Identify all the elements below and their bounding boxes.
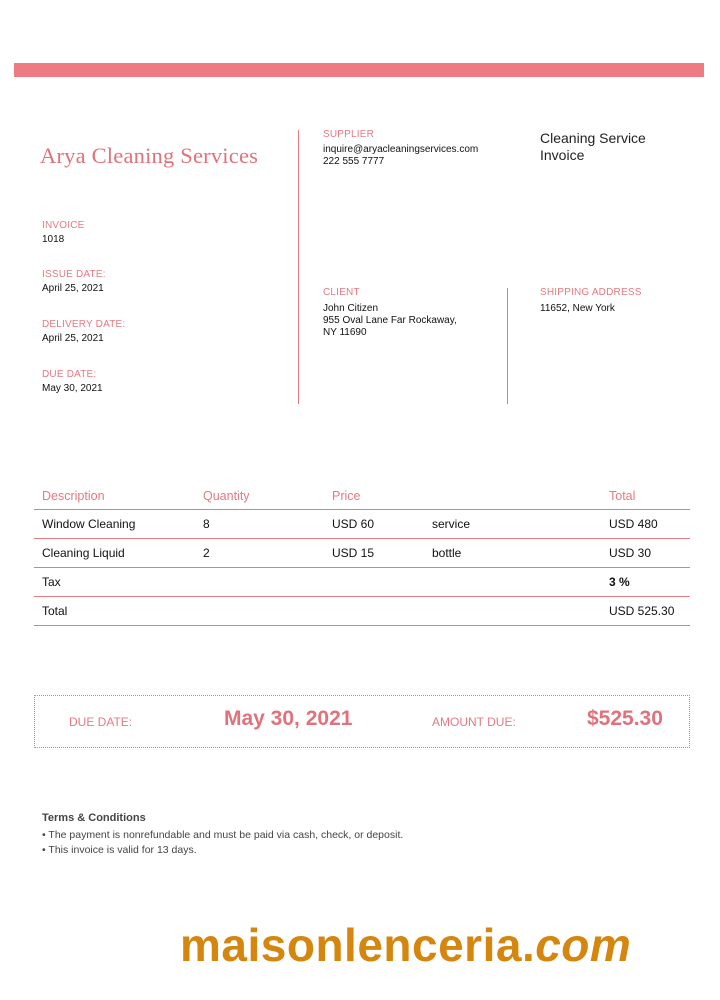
document-title	[540, 130, 690, 164]
terms-title: Terms & Conditions	[42, 812, 146, 824]
terms-and-conditions	[42, 812, 403, 858]
cell-unit: bottle	[424, 539, 601, 568]
header-price: Price	[324, 482, 424, 510]
watermark-extension: com	[535, 919, 632, 971]
shipping-block	[540, 287, 642, 315]
issue-date-value: April 25, 2021	[42, 283, 104, 294]
supplier-label: SUPPLIER	[323, 129, 375, 140]
cell-price: USD 15	[324, 539, 424, 568]
cell-quantity: 2	[195, 539, 324, 568]
table-row	[34, 539, 690, 568]
supplier-block	[323, 129, 478, 168]
supplier-email: inquire@aryacleaningservices.com	[323, 144, 479, 155]
table-header-row	[34, 482, 690, 510]
watermark-text	[180, 918, 631, 972]
header-quantity: Quantity	[195, 482, 324, 510]
client-block	[323, 287, 457, 339]
delivery-date-block	[42, 319, 125, 345]
header-accent-bar	[14, 63, 704, 77]
header-total: Total	[601, 482, 690, 510]
watermark-domain: maisonlenceria.	[180, 919, 536, 971]
invoice-number-block	[42, 220, 85, 246]
line-items-table	[34, 482, 690, 626]
invoice-number: 1018	[42, 234, 65, 245]
summary-due-value: May 30, 2021	[224, 707, 353, 730]
tax-value: 3 %	[601, 568, 690, 597]
client-name: John Citizen	[323, 303, 379, 314]
cell-total: USD 480	[601, 510, 690, 539]
total-label: Total	[34, 597, 195, 626]
table-row	[34, 510, 690, 539]
shipping-label: SHIPPING ADDRESS	[540, 287, 642, 298]
terms-line: • This invoice is valid for 13 days.	[42, 844, 197, 856]
cell-description: Window Cleaning	[34, 510, 195, 539]
client-address-line: 955 Oval Lane Far Rockaway,	[323, 315, 457, 326]
header-unit	[424, 482, 601, 510]
amount-due-summary	[34, 695, 690, 748]
summary-due-label: DUE DATE:	[69, 715, 133, 729]
cell-quantity: 8	[195, 510, 324, 539]
due-date-block	[42, 369, 103, 395]
supplier-phone: 222 555 7777	[323, 156, 385, 167]
due-date-label: DUE DATE:	[42, 369, 97, 380]
tax-label: Tax	[34, 568, 195, 597]
delivery-date-value: April 25, 2021	[42, 333, 104, 344]
cell-unit: service	[424, 510, 601, 539]
issue-date-label: ISSUE DATE:	[42, 269, 106, 280]
cell-total: USD 30	[601, 539, 690, 568]
issue-date-block	[42, 269, 106, 295]
cell-price: USD 60	[324, 510, 424, 539]
summary-amount-label: AMOUNT DUE:	[432, 715, 516, 729]
client-address-line: NY 11690	[323, 327, 367, 338]
terms-line: • The payment is nonrefundable and must be paid via cash, check, or deposit.	[42, 829, 404, 841]
tax-row	[34, 568, 690, 597]
header-description: Description	[34, 482, 195, 510]
total-value: USD 525.30	[601, 597, 690, 626]
delivery-date-label: DELIVERY DATE:	[42, 319, 126, 330]
shipping-address: 11652, New York	[540, 303, 615, 314]
document-title-line: Invoice	[540, 147, 585, 163]
total-row	[34, 597, 690, 626]
due-date-value: May 30, 2021	[42, 383, 103, 394]
column-divider	[507, 288, 508, 404]
company-name: Arya Cleaning Services	[40, 143, 259, 168]
summary-amount-value: $525.30	[587, 707, 663, 730]
client-label: CLIENT	[323, 287, 360, 298]
invoice-label: INVOICE	[42, 220, 85, 231]
cell-description: Cleaning Liquid	[34, 539, 195, 568]
document-title-line: Cleaning Service	[540, 130, 646, 146]
column-divider	[298, 130, 299, 404]
